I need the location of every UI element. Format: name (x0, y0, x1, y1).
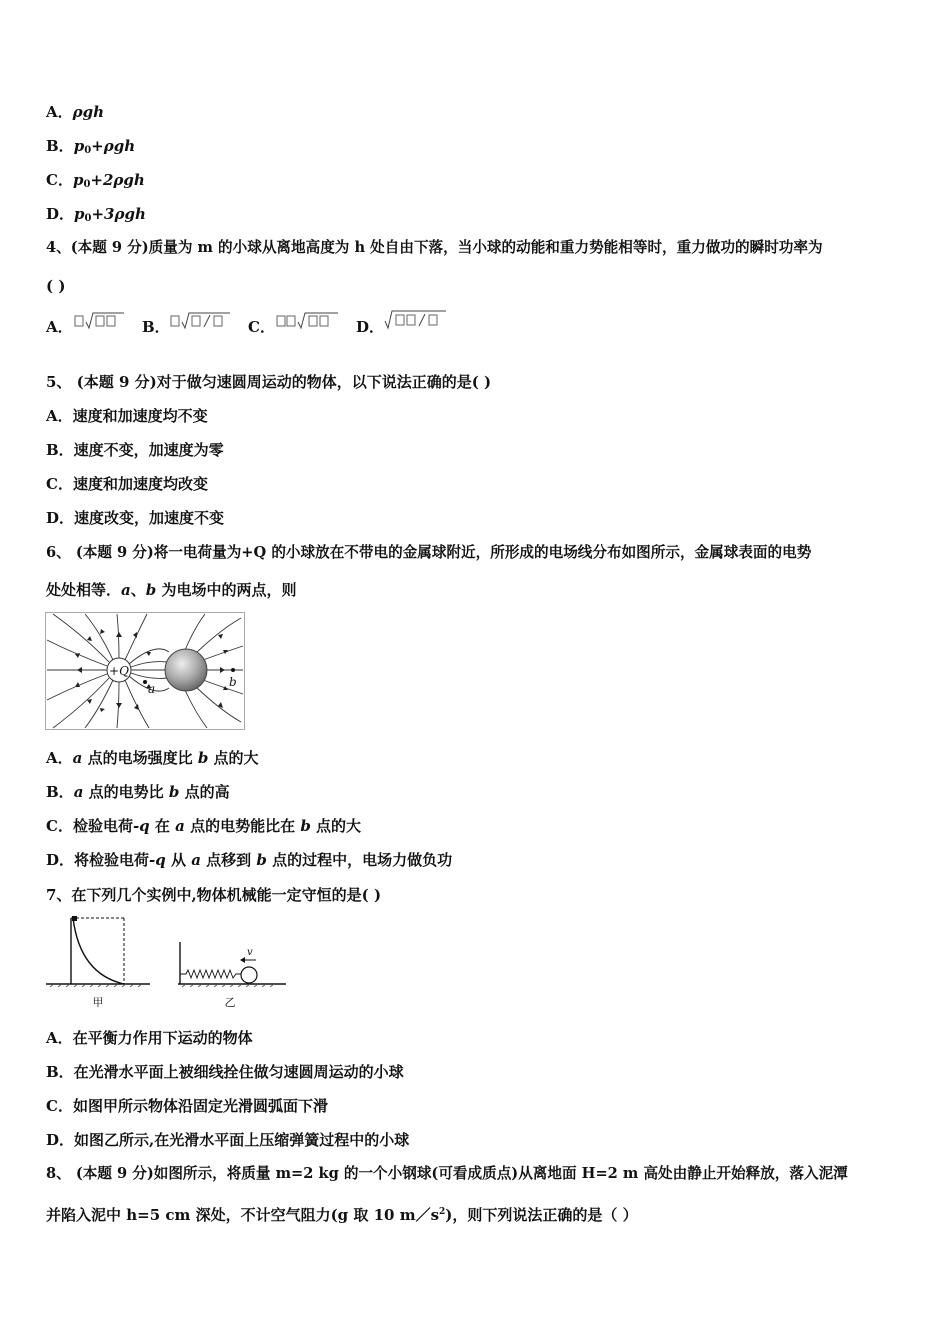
figure-frame (46, 613, 245, 730)
ball (241, 967, 257, 983)
q6-stem-line1: 6、 (本题 9 分)将一电荷量为+Q 的小球放在不带电的金属球附近，所形成的电场线分布如图所示，金属球表面的电势 (46, 544, 812, 561)
q4-option-c: C． (248, 318, 275, 336)
q6-option-c: C．检验电荷-q 在 a 点的电势能比在 b 点的大 (46, 817, 362, 835)
q7-option-c: C．如图甲所示物体沿固定光滑圆弧面下滑 (46, 1097, 328, 1115)
velocity-label: v (247, 947, 253, 958)
q5-stem: 5、 (本题 9 分)对于做匀速圆周运动的物体，以下说法正确的是( ) (46, 373, 492, 391)
q4-option-b: B． (142, 318, 170, 336)
q7-option-d: D．如图乙所示,在光滑水平面上压缩弹簧过程中的小球 (46, 1131, 410, 1149)
q4-paren: ( ) (46, 277, 66, 295)
q4-formula-b-icon (170, 310, 232, 332)
q3-option-c: C．$p_0+2\rho gh$ (46, 171, 145, 190)
point-a-label: a (148, 682, 156, 696)
figure-jia-arc-slide (44, 912, 152, 1012)
point-b-label: b (229, 675, 237, 689)
q6-stem-line2: 处处相等．a、b 为电场中的两点，则 (46, 581, 297, 599)
metal-sphere (165, 649, 207, 691)
q4-option-d: D． (356, 318, 385, 336)
charge-label: +Q (109, 664, 129, 678)
q3-option-b: B．$p_0+\rho gh$ (46, 137, 136, 156)
q5-option-a: A．速度和加速度均不变 (46, 407, 208, 425)
q5-option-b: B．速度不变，加速度为零 (46, 441, 224, 459)
q6-option-a: A．a 点的电场强度比 b 点的大 (46, 749, 259, 767)
point-a-dot (143, 680, 147, 684)
q4-stem: 4、(本题 9 分)质量为 m 的小球从离地高度为 h 处自由下落，当小球的动能和重力势能相等时，重力做功的瞬时功率为 (46, 239, 823, 256)
q7-option-a: A．在平衡力作用下运动的物体 (46, 1029, 253, 1047)
figure-yi-spring (176, 936, 288, 1012)
figure-jia-label: 甲 (92, 996, 104, 1009)
q3-option-a: A．ρgh (46, 103, 105, 121)
q8-stem-line1: 8、 (本题 9 分)如图所示，将质量 m=2 kg 的一个小钢球(可看成质点)从离地面 H=2 m 高处由静止开始释放，落入泥潭 (46, 1165, 848, 1182)
q3-option-d: D．$p_0+3\rho gh$ (46, 205, 146, 224)
point-b-dot (231, 668, 235, 672)
q7-stem: 7、在下列几个实例中,物体机械能一定守恒的是( ) (46, 886, 382, 904)
q4-formula-d-icon (384, 308, 448, 332)
q8-stem-line2: 并陷入泥中 h=5 cm 深处，不计空气阻力(g 取 10 $m/s^2$)，则下列说法正确的是（ ） (46, 1206, 638, 1224)
q4-formula-a-icon (74, 310, 126, 332)
figure-yi-label: 乙 (224, 996, 236, 1009)
q6-option-b: B．a 点的电势比 b 点的高 (46, 783, 230, 801)
q5-option-c: C．速度和加速度均改变 (46, 475, 208, 493)
q6-option-d: D．将检验电荷-q 从 a 点移到 b 点的过程中，电场力做负功 (46, 851, 453, 869)
q4-option-a: A． (46, 318, 73, 336)
spring-coil (180, 970, 242, 978)
q4-formula-c-icon (276, 310, 342, 332)
q7-option-b: B．在光滑水平面上被细线拴住做匀速圆周运动的小球 (46, 1063, 404, 1081)
q5-option-d: D．速度改变，加速度不变 (46, 509, 225, 527)
electric-field-diagram (45, 612, 245, 730)
